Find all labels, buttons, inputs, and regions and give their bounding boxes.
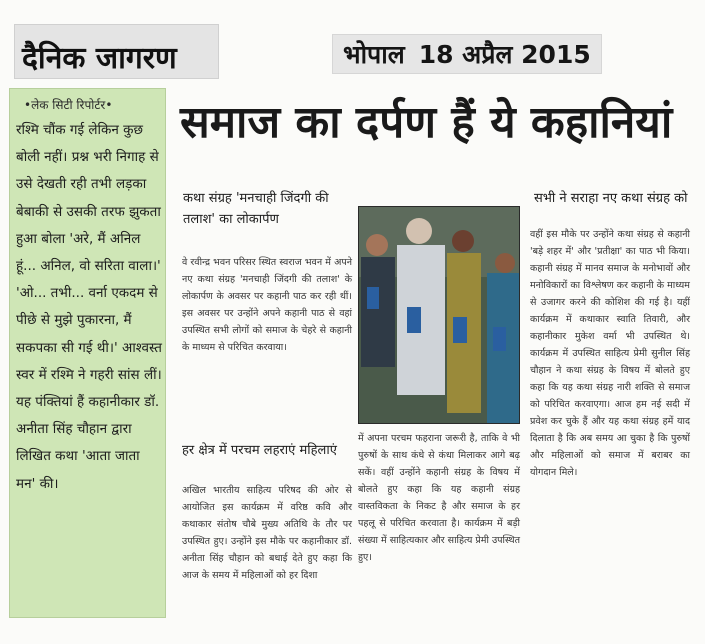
- headline: समाज का दर्पण हैं ये कहानियां: [180, 97, 673, 148]
- column-c-paragraph: वहीं इस मौके पर उन्होंने कथा संग्रह से कहानी 'बड़े शहर में' और 'प्रतीक्षा' का पाठ भी किया। कहानी संग्रह में मानव समाज के मनोभावों और मनोविकारों का विश्लेषण कर कहानी के माध्यम से उजागर करने की कोशिश की गई है। यहीं कार्यक्रम में कथाकार स्वाति तिवारी, और कहानीकार मुकेश वर्मा भी उपस्थित थे। कार्यक्रम में उपस्थित साहित्य प्रेमी सुनील सिंह चौहान ने कथा संग्रह के विषय में बोलते हुए कहा कि यह कथा संग्रह नारी शक्ति से समाज को परिचित करवाएगा। आज हम नई सदी में प्रवेश कर चुके हैं और यह कथा संग्रह हमें याद दिलाता है कि अब समय आ चुका है कि पुरुषों और महिलाओं को समाज में बराबर का योगदान मिले।: [530, 229, 690, 478]
- column-c-text: [530, 226, 690, 481]
- column-a-text-2: [182, 482, 352, 584]
- event-photo: [358, 206, 520, 424]
- event-photo-illustration: [359, 207, 520, 424]
- sidebar-byline: •लेक सिटी रिपोर्टर•: [24, 98, 113, 112]
- publication-date: 18 अप्रैल 2015: [418, 40, 591, 69]
- column-a-paragraph-2: अखिल भारतीय साहित्य परिषद की ओर से आयोजित इस कार्यक्रम में वरिष्ठ कवि और कथाकार संतोष चौबे मुख्य अतिथि के तौर पर उपस्थित हुए। उन्होंने इस मौके पर कहानीकार डॉ. अनीता सिंह चौहान को बधाई देते हुए कहा कि आज के समय में महिलाओं को हर दिशा: [182, 485, 352, 581]
- newspaper-name: दैनिक जागरण: [22, 41, 177, 76]
- sidebar-text: रश्मि चौंक गई लेकिन कुछ बोली नहीं। प्रश्न भरी निगाह से उसे देखती रही तभी लड़का बेबाकी से उसकी तरफ झुकता हुआ बोला 'अरे, मैं अनिल हूं... अनिल, वो सरिता वाला।' 'ओ... तभी... वर्ना एकदम से पीछे से मुझे पुकारना, मैं सकपका सी गई थी।' आश्वस्त स्वर में रश्मि ने गहरी सांस लीं। यह पंक्तियां हैं कहानीकार डॉ. अनीता सिंह चौहान द्वारा लिखित कथा 'आता जाता मन' की।: [16, 122, 162, 492]
- city-name: भोपाल: [343, 40, 405, 69]
- column-a-text: [182, 254, 352, 356]
- column-b-paragraph: में अपना परचम फहराना जरूरी है, ताकि वे भी पुरुषों के साथ कंधे से कंधा मिलाकर आगे बढ़ सकें। वहीं उन्होंने कहानी संग्रह के विषय में बोलते हुए कहा कि यह कहानी संग्रह वास्तविकता के निकट है और समाज के हर पहलू से परिचित करवाता है। कार्यक्रम में बड़ी संख्या में साहित्यकार और साहित्य प्रेमी उपस्थित हुए।: [358, 433, 520, 563]
- dateline: [332, 34, 602, 74]
- column-b-text: [358, 430, 520, 566]
- column-a-paragraph: वे रवीन्द्र भवन परिसर स्थित स्वराज भवन में अपने नए कथा संग्रह 'मनचाही जिंदगी की तलाश' के लोकार्पण के अवसर पर कहानी पाठ कर रही थीं। इस अवसर पर उन्होंने अपने कहानी पाठ से वहां उपस्थित सभी लोगों को समाज के चेहरे से कहानी के माध्यम से परिचित करवाया।: [182, 257, 352, 353]
- column-c-subhead: सभी ने सराहा नए कथा संग्रह को: [534, 191, 688, 206]
- column-a-subhead-2: हर क्षेत्र में परचम लहराएं महिलाएं: [182, 443, 337, 458]
- sidebar-story: [9, 88, 166, 618]
- column-a-subhead: कथा संग्रह 'मनचाही जिंदगी की तलाश' का लोकार्पण: [183, 191, 329, 227]
